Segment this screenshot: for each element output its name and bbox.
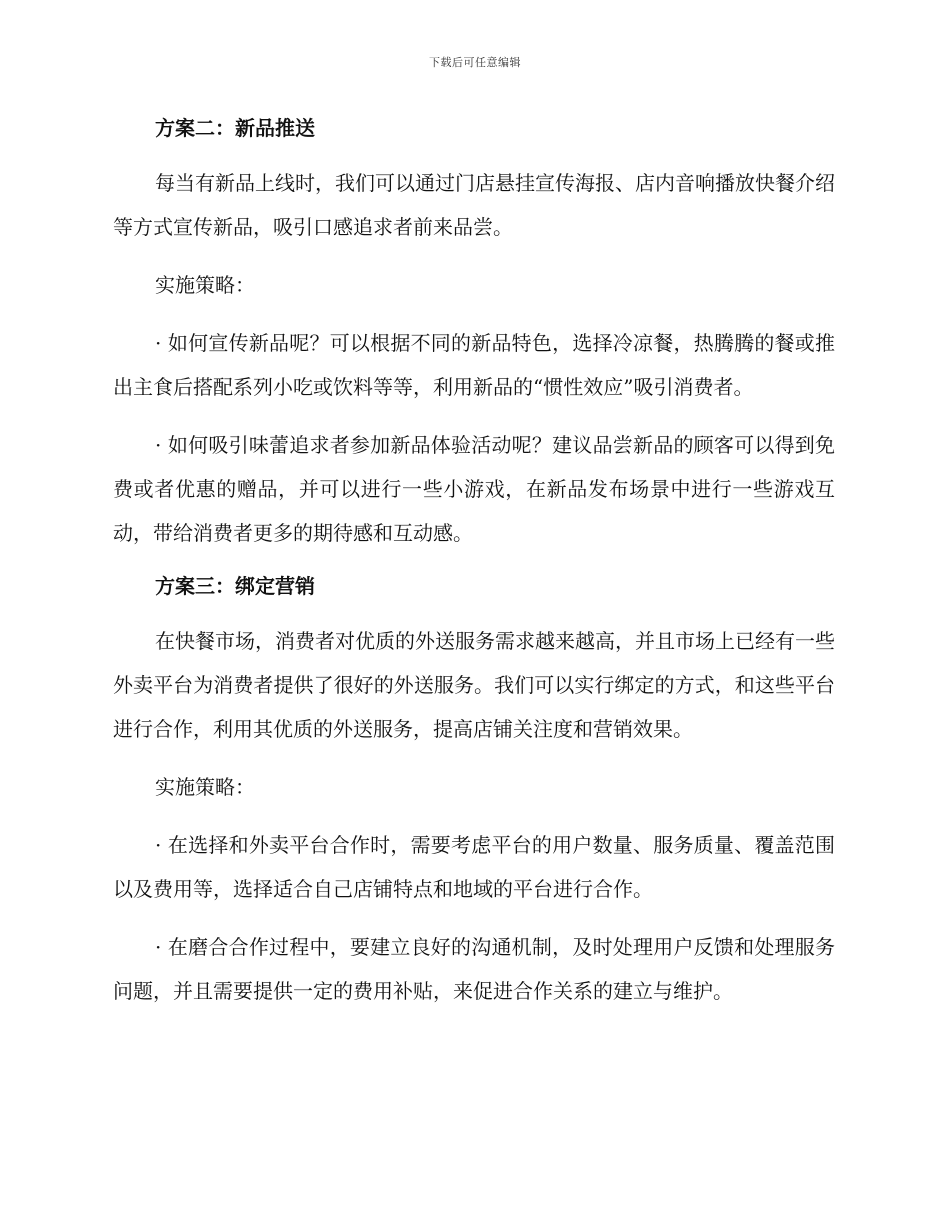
- section-heading: 方案二：新品推送: [155, 116, 315, 140]
- paragraph: 实施策略：: [155, 775, 255, 799]
- page-header: 下载后可任意编辑: [429, 56, 521, 69]
- paragraph: 实施策略：: [155, 273, 255, 297]
- paragraph: 每当有新品上线时，我们可以通过门店悬挂宣传海报、店内音响播放快餐介绍等方式宣传新品，吸引口感追求者前来品尝。: [113, 171, 835, 239]
- paragraph: 在快餐市场，消费者对优质的外送服务需求越来越高，并且市场上已经有一些外卖平台为消费者提供了很好的外送服务。我们可以实行绑定的方式，和这些平台进行合作，利用其优质的外送服务，提高店铺关注度和营销效果。: [113, 629, 835, 741]
- bullet-paragraph: · 在选择和外卖平台合作时，需要考虑平台的用户数量、服务质量、覆盖范围以及费用等，选择适合自己店铺特点和地域的平台进行合作。: [113, 833, 835, 901]
- section-plan-two: [113, 111, 835, 555]
- bullet-paragraph: · 如何宣传新品呢？可以根据不同的新品特色，选择冷凉餐，热腾腾的餐或推出主食后搭配系列小吃或饮料等等，利用新品的“惯性效应”吸引消费者。: [113, 331, 835, 399]
- section-plan-three: [113, 569, 835, 1013]
- document-body: [113, 111, 835, 1027]
- bullet-paragraph: · 如何吸引味蕾追求者参加新品体验活动呢？建议品尝新品的顾客可以得到免费或者优惠的赠品，并可以进行一些小游戏，在新品发布场景中进行一些游戏互动，带给消费者更多的期待感和互动感。: [113, 433, 835, 545]
- section-heading: 方案三：绑定营销: [155, 574, 315, 598]
- bullet-paragraph: · 在磨合合作过程中，要建立良好的沟通机制，及时处理用户反馈和处理服务问题，并且需要提供一定的费用补贴，来促进合作关系的建立与维护。: [113, 935, 835, 1003]
